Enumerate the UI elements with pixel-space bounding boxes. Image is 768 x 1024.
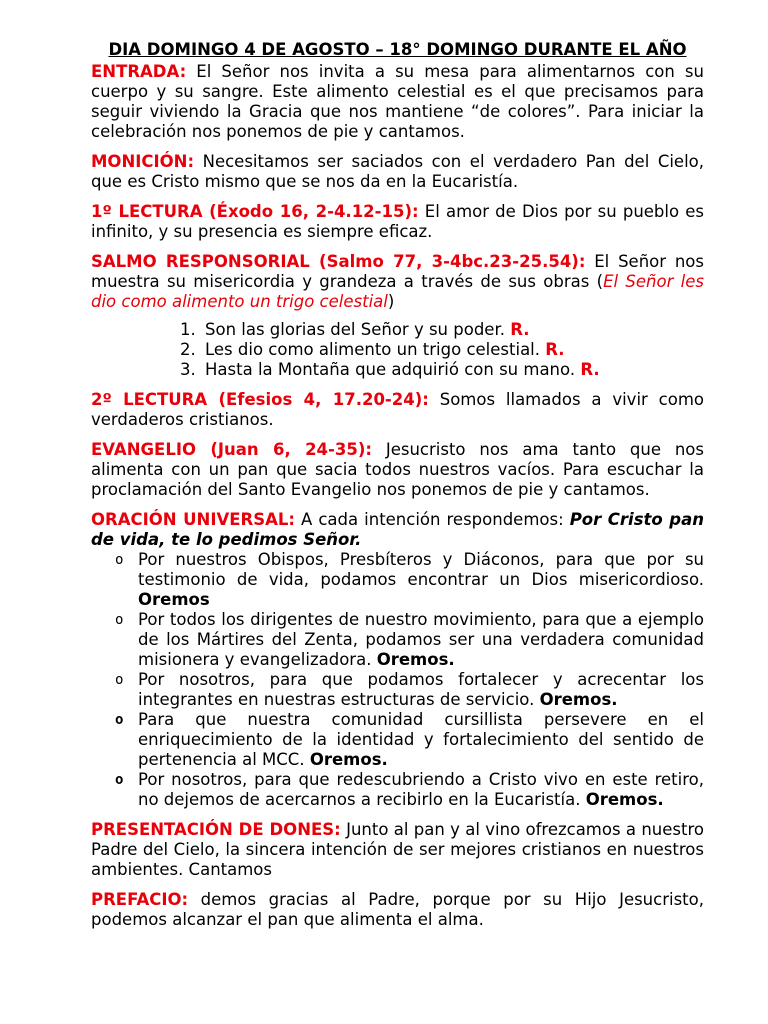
oremos-label: Oremos. <box>376 650 455 669</box>
section-presentacion-dones <box>91 820 704 880</box>
section-text: El amor de Dios por su pueblo es infinito, y su presencia es siempre eficaz. <box>91 202 704 241</box>
page-title: DIA DOMINGO 4 DE AGOSTO – 18° DOMINGO DURANTE EL AÑO <box>108 40 687 59</box>
intention-item: o Por todos los dirigentes de nuestro movimiento, para que a ejemplo de los Mártires del Zenta, podamos ser una verdadera comunidad misionera y evangelizadora. Oremos. <box>115 610 704 669</box>
section-evangelio <box>91 440 704 500</box>
oremos-label: Oremos. <box>309 750 388 769</box>
section-text: Junto al pan y al vino ofrezcamos a nuestro Padre del Cielo, la sincera intención de ser mejores cristianos en nuestros ambientes. Cantamos <box>91 820 704 879</box>
section-monicion <box>91 152 704 192</box>
bullet-icon: o <box>115 712 124 728</box>
oracion-response: Por Cristo pan de vida, te lo pedimos Señor. <box>91 510 704 549</box>
section-text: El Señor nos invita a su mesa para alimentarnos con su cuerpo y su sangre. Este alimento celestial es el que precisamos para seguir viviendo la Gracia que nos mantiene “de colores”. Para iniciar la celebración nos ponemos de pie y cantamos. <box>91 62 704 141</box>
salmo-close-paren: ) <box>387 292 395 311</box>
salmo-response: El Señor les dio como alimento un trigo celestial <box>91 272 705 311</box>
section-salmo <box>91 252 704 312</box>
refrain-marker: R. <box>580 360 600 379</box>
bullet-icon: o <box>115 612 124 628</box>
oremos-label: Oremos. <box>539 690 618 709</box>
intentions-list <box>91 550 704 810</box>
section-label: MONICIÓN: <box>91 152 195 171</box>
section-label: SALMO RESPONSORIAL (Salmo 77, 3-4bc.23-25.54): <box>91 252 586 271</box>
salmo-verse: 3. Hasta la Montaña que adquirió con su mano. R. <box>201 360 704 380</box>
section-entrada <box>91 62 704 142</box>
section-label: PRESENTACIÓN DE DONES: <box>91 820 341 839</box>
refrain-marker: R. <box>545 340 565 359</box>
section-text: El Señor nos muestra su misericordia y grandeza a través de sus obras ( <box>91 252 704 291</box>
section-label: 2º LECTURA (Efesios 4, 17.20-24): <box>91 390 429 409</box>
section-text: Jesucristo nos ama tanto que nos alimenta con un pan que sacia todos nuestros vacíos. Para escuchar la proclamación del Santo Evangelio nos ponemos de pie y cantamos. <box>91 440 705 499</box>
salmo-verses <box>91 320 704 380</box>
oremos-label: Oremos <box>138 590 210 609</box>
section-text: demos gracias al Padre, porque por su Hijo Jesucristo, podemos alcanzar el pan que alimenta el alma. <box>91 890 704 929</box>
oremos-label: Oremos. <box>585 790 664 809</box>
intention-item: o Por nosotros, para que redescubriendo a Cristo vivo en este retiro, no dejemos de acercarnos a recibirlo en la Eucaristía. Oremos. <box>115 770 704 809</box>
salmo-verse: 1. Son las glorias del Señor y su poder. R. <box>201 320 704 340</box>
intention-item: o Para que nuestra comunidad cursillista persevere en el enriquecimiento de la identidad y fortalecimiento del sentido de pertenencia al MCC. Oremos. <box>115 710 704 769</box>
intention-item: o Por nuestros Obispos, Presbíteros y Diáconos, para que por su testimonio de vida, podamos encontrar un Dios misericordioso. Oremos <box>115 550 704 609</box>
section-label: ENTRADA: <box>91 62 187 81</box>
section-text: A cada intención respondemos: <box>294 510 570 529</box>
section-text: Necesitamos ser saciados con el verdadero Pan del Cielo, que es Cristo mismo que se nos da en la Eucaristía. <box>91 152 704 191</box>
section-prefacio <box>91 890 704 930</box>
section-lectura-1 <box>91 202 704 242</box>
bullet-icon: o <box>115 772 124 788</box>
section-label: PREFACIO: <box>91 890 189 909</box>
bullet-icon: o <box>115 672 124 688</box>
salmo-verse: 2. Les dio como alimento un trigo celestial. R. <box>201 340 704 360</box>
section-text: Somos llamados a vivir como verdaderos cristianos. <box>91 390 704 429</box>
section-oracion <box>91 510 704 550</box>
section-lectura-2 <box>91 390 704 430</box>
intention-item: o Por nosotros, para que podamos fortalecer y acrecentar los integrantes en nuestras estructuras de servicio. Oremos. <box>115 670 704 709</box>
section-label: EVANGELIO (Juan 6, 24-35): <box>91 440 372 459</box>
bullet-icon: o <box>115 552 124 568</box>
section-label: ORACIÓN UNIVERSAL: <box>91 510 295 529</box>
refrain-marker: R. <box>510 320 530 339</box>
section-label: 1º LECTURA (Éxodo 16, 2-4.12-15): <box>91 202 419 221</box>
